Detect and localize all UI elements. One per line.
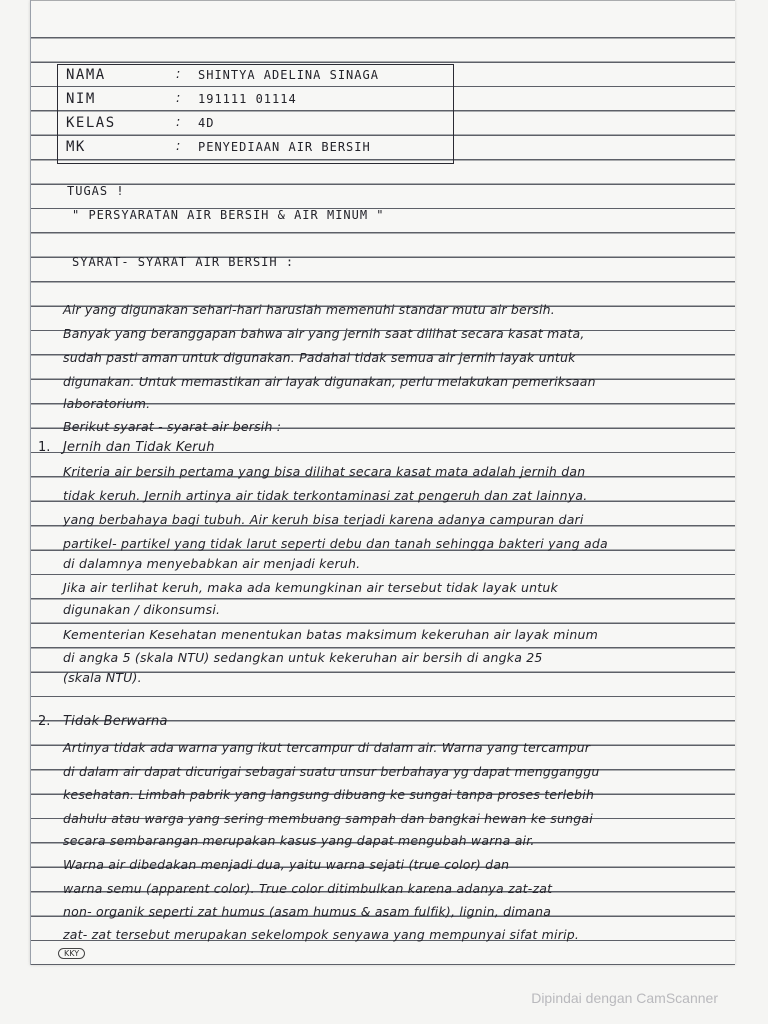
course-value: PENYEDIAAN AIR BERSIH [198, 140, 371, 154]
name-colon: : [176, 67, 181, 82]
section-2-line-4: dahulu atau warga yang sering membuang sampah dan bangkai hewan ke sungai [63, 811, 593, 826]
section-2-line-1: Artinya tidak ada warna yang ikut tercampur di dalam air. Warna yang tercampur [63, 740, 591, 755]
section-1-line-2: tidak keruh. Jernih artinya air tidak terkontaminasi zat pengeruh dan zat lainnya. [63, 488, 588, 503]
section-1-line-6: Jika air terlihat keruh, maka ada kemungkinan air tersebut tidak layak untuk [63, 580, 558, 595]
section-1-line-1: Kriteria air bersih pertama yang bisa dilihat secara kasat mata adalah jernih dan [63, 464, 586, 479]
section-2-line-7: warna semu (apparent color). True color ditimbulkan karena adanya zat-zat [63, 881, 553, 896]
intro-line-2: Banyak yang beranggapan bahwa air yang jernih saat dilihat secara kasat mata, [63, 326, 585, 341]
intro-line-1: Air yang digunakan sehari-hari haruslah memenuhi standar mutu air bersih. [63, 302, 555, 317]
scanner-watermark: Dipindai dengan CamScanner [531, 990, 718, 1006]
section-1-line-5: di dalamnya menyebabkan air menjadi keruh. [63, 556, 361, 571]
class-label: KELAS [66, 115, 116, 131]
task-subtitle: SYARAT- SYARAT AIR BERSIH : [72, 255, 295, 269]
section-2-line-2: di dalam air dapat dicurigai sebagai suatu unsur berbahaya yg dapat mengganggu [63, 764, 600, 779]
section-2-line-5: secara sembarangan merupakan kasus yang dapat mengubah warna air. [63, 833, 535, 848]
section-2-line-8: non- organik seperti zat humus (asam humus & asam fulfik), lignin, dimana [63, 904, 552, 919]
intro-line-6: Berikut syarat - syarat air bersih : [63, 419, 282, 434]
task-label: TUGAS ! [67, 184, 125, 198]
section-1-line-10: (skala NTU). [63, 670, 142, 685]
task-title: " PERSYARATAN AIR BERSIH & AIR MINUM " [72, 208, 385, 222]
nim-colon: : [176, 91, 181, 106]
name-value: SHINTYA ADELINA SINAGA [198, 68, 379, 82]
section-1-line-8: Kementerian Kesehatan menentukan batas maksimum kekeruhan air layak minum [63, 627, 598, 642]
intro-line-5: laboratorium. [63, 396, 151, 411]
notebook-page [30, 0, 735, 965]
section-1-heading: Jernih dan Tidak Keruh [63, 440, 215, 455]
nim-value: 191111 01114 [198, 92, 297, 106]
intro-line-3: sudah pasti aman untuk digunakan. Padahal tidak semua air jernih layak untuk [63, 350, 576, 365]
nim-row [58, 89, 453, 113]
course-row [58, 137, 453, 161]
class-value: 4D [198, 116, 215, 130]
margin-line [30, 0, 31, 965]
course-label: MK [66, 139, 86, 155]
section-2-line-9: zat- zat tersebut merupakan sekelompok senyawa yang mempunyai sifat mirip. [63, 927, 580, 942]
nim-label: NIM [66, 91, 96, 107]
section-1-number: 1. [38, 440, 51, 455]
brand-stamp: KKY [58, 948, 85, 959]
section-2-line-3: kesehatan. Limbah pabrik yang langsung dibuang ke sungai tanpa proses terlebih [63, 787, 595, 802]
section-1-line-3: yang berbahaya bagi tubuh. Air keruh bisa terjadi karena adanya campuran dari [63, 512, 584, 527]
course-colon: : [176, 139, 181, 154]
class-colon: : [176, 115, 181, 130]
identity-box [57, 64, 454, 164]
section-2-line-6: Warna air dibedakan menjadi dua, yaitu warna sejati (true color) dan [63, 857, 510, 872]
name-label: NAMA [66, 67, 106, 83]
section-2-heading: Tidak Berwarna [63, 714, 168, 729]
name-row [58, 65, 453, 89]
section-1-line-7: digunakan / dikonsumsi. [63, 602, 221, 617]
section-2-number: 2. [38, 714, 51, 729]
intro-line-4: digunakan. Untuk memastikan air layak digunakan, perlu melakukan pemeriksaan [63, 374, 596, 389]
section-1-line-4: partikel- partikel yang tidak larut seperti debu dan tanah sehingga bakteri yang ada [63, 536, 608, 551]
section-1-line-9: di angka 5 (skala NTU) sedangkan untuk kekeruhan air bersih di angka 25 [63, 650, 543, 665]
class-row [58, 113, 453, 137]
